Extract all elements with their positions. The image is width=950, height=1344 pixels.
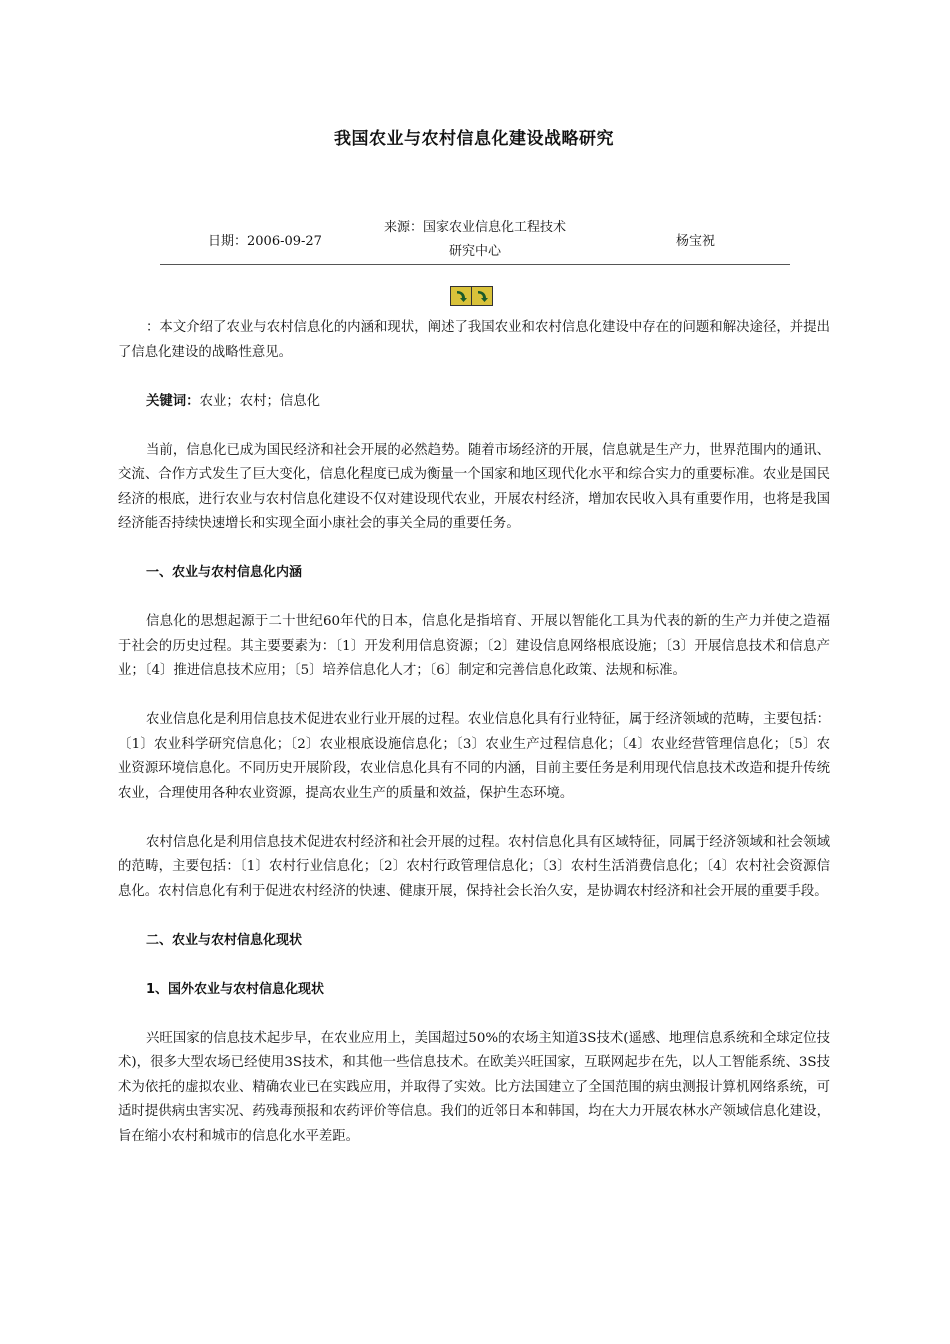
section-heading-1: 一、农业与农村信息化内涵 [146,565,303,580]
article-title: 我国农业与农村信息化建设战略研究 [334,129,614,149]
keywords-label: 关键词： [146,393,200,409]
keywords-value: 农业；农村；信息化 [199,393,321,409]
article-body [118,316,830,1174]
publish-date: 日期：2006-09-27 [208,234,322,249]
article-meta [160,212,790,265]
article-author: 杨宝祝 [676,234,716,249]
next-button[interactable] [472,287,492,305]
abstract: ：本文介绍了农业与农村信息化的内涵和现状，阐述了我国农业和农村信息化建设中存在的问题和解决途径，并提出了信息化建设的战略性意见。 [118,320,830,360]
paragraph-4: 兴旺国家的信息技术起步早，在农业应用上，美国超过50%的农场主知道3S技术(遥感、地理信息系统和全球定位技术)，很多大型农场已经使用3S技术，和其他一些信息技术。在欧美兴旺国家，互联网起步在先，以人工智能系统、3S技术为依托的虚拟农业、精确农业已在实践应用，并取得了实效。比方法国建立了全国范围的病虫测报计算机网络系统，可适时提供病虫害实况、药残毒预报和农药评价等信息。我们的近邻日本和韩国，均在大力开展农林水产领域信息化建设，旨在缩小农村和城市的信息化水平差距。 [118,1030,830,1144]
page-nav [450,286,493,306]
source-line-1: 来源：国家农业信息化工程技术 [383,220,566,235]
keywords [118,390,830,415]
paragraph-3: 农村信息化是利用信息技术促进农村经济和社会开展的过程。农村信息化具有区域特征，同属于经济领域和社会领域的范畴，主要包括：〔1〕农村行业信息化；〔2〕农村行政管理信息化；〔3〕农村生活消费信息化；〔4〕农村社会资源信息化。农村信息化有利于促进农村经济的快速、健康开展，保持社会长治久安，是协调农村经济和社会开展的重要手段。 [118,834,830,899]
article-source [370,216,580,264]
paragraph-1: 信息化的思想起源于二十世纪60年代的日本，信息化是指培育、开展以智能化工具为代表的新的生产力并使之造福于社会的历史过程。其主要要素为：〔1〕开发利用信息资源；〔2〕建设信息网络根底设施；〔3〕开展信息技术和信息产业；〔4〕推进信息技术应用；〔5〕培养信息化人才；〔6〕制定和完善信息化政策、法规和标准。 [118,614,830,678]
subsection-heading-1: 1、国外农业与农村信息化现状 [146,981,325,997]
source-line-2: 研究中心 [448,244,501,259]
prev-button[interactable] [451,287,472,305]
prev-arrow-icon [454,289,468,303]
paragraph-2: 农业信息化是利用信息技术促进农业行业开展的过程。农业信息化具有行业特征，属于经济领域的范畴，主要包括：〔1〕农业科学研究信息化；〔2〕农业根底设施信息化；〔3〕农业生产过程信息化；〔4〕农业经营管理信息化；〔5〕农业资源环境信息化。不同历史开展阶段，农业信息化具有不同的内涵，目前主要任务是利用现代信息技术改造和提升传统农业，合理使用各种农业资源，提高农业生产的质量和效益，保护生态环境。 [118,712,830,801]
intro-paragraph: 当前，信息化已成为国民经济和社会开展的必然趋势。随着市场经济的开展，信息就是生产力，世界范围内的通讯、交流、合作方式发生了巨大变化，信息化程度已成为衡量一个国家和地区现代化水平和综合实力的重要标准。农业是国民经济的根底，进行农业与农村信息化建设不仅对建设现代农业，开展农村经济，增加农民收入具有重要作用，也将是我国经济能否持续快速增长和实现全面小康社会的事关全局的重要任务。 [118,442,830,531]
section-heading-2: 二、农业与农村信息化现状 [146,932,303,948]
next-arrow-icon [475,289,489,303]
